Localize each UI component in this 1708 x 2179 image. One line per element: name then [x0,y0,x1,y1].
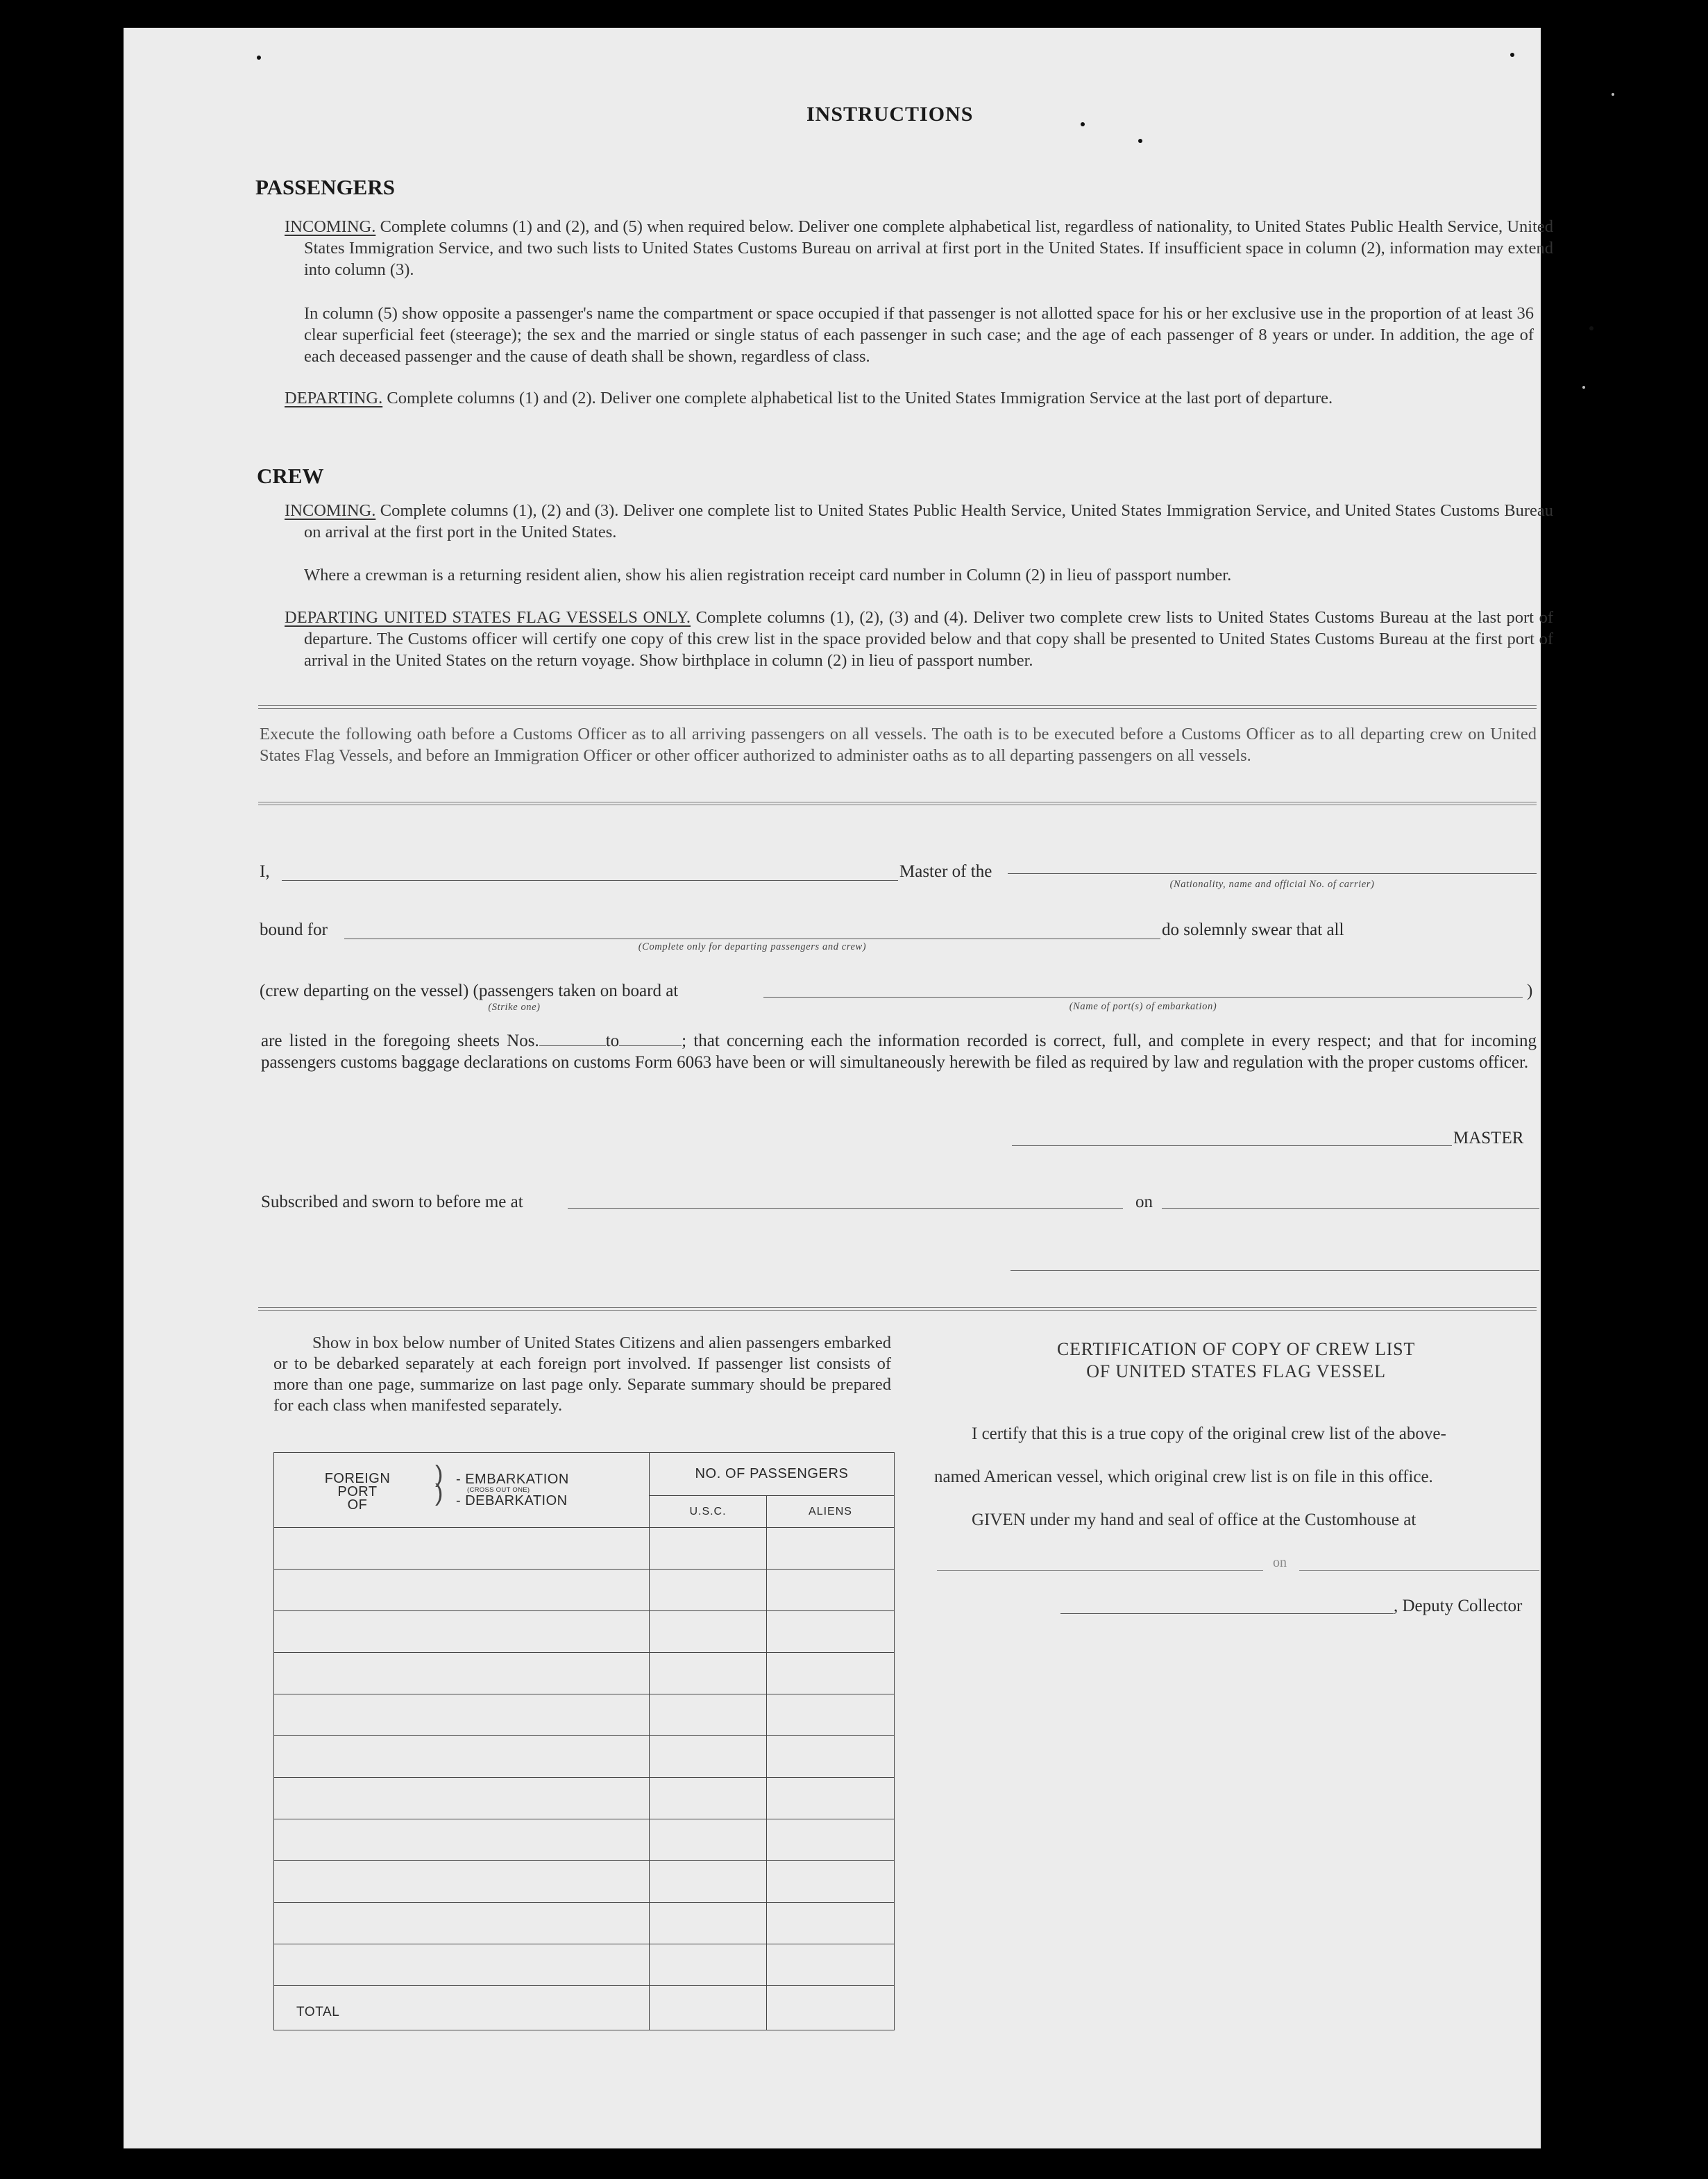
port-header-cell [274,1453,650,1528]
scan-speck [1589,326,1593,330]
aliens-cell[interactable] [767,1570,895,1611]
embarkation-label: - EMBARKATION [456,1472,569,1487]
usc-cell[interactable] [650,1861,767,1903]
crew-incoming-text: Complete columns (1), (2) and (3). Deliver one complete list to United States Public Health Service, United States Immigration Service, and United States Customs Bureau on arrival at the first port in the United States. [304,501,1553,541]
certification-title-line-2: OF UNITED STATES FLAG VESSEL [1086,1361,1386,1381]
total-aliens-cell[interactable] [767,1986,895,2030]
certification-title [937,1338,1535,1383]
passengers-departing-text: Complete columns (1) and (2). Deliver one complete alphabetical list to the United States Immigration Service at the last port of departure. [387,389,1333,407]
port-cell[interactable] [274,1653,650,1694]
carrier-field[interactable] [1008,873,1537,874]
table-row [274,1528,895,1570]
oath-bound-for: bound for [260,920,328,939]
summary-instructions: Show in box below number of United States Citizens and alien passengers embarked or to be debarked separately at each foreign port involved. If passenger list consists of more than one page, summarize on last page only. Separate summary should be prepared for each class when manifested separately. [273,1334,891,1415]
aliens-cell[interactable] [767,1778,895,1819]
port-cell[interactable] [274,1778,650,1819]
usc-cell[interactable] [650,1653,767,1694]
scan-speck [1612,93,1614,96]
divider-rule [258,1307,1537,1311]
deputy-collector-label: , Deputy Collector [1394,1597,1523,1615]
certify-line-1: I certify that this is a true copy of the original crew list of the above- [972,1424,1446,1443]
passengers-incoming-lead: INCOMING. [285,217,376,236]
port-caption: (Name of port(s) of embarkation) [1069,1001,1217,1012]
usc-cell[interactable] [650,1736,767,1778]
oath-swear: do solemnly swear that all [1162,920,1344,939]
port-cell[interactable] [274,1736,650,1778]
aliens-cell[interactable] [767,1944,895,1986]
oath-master-of-the: Master of the [899,862,992,881]
foreign-port-label [316,1472,399,1512]
usc-cell[interactable] [650,1819,767,1861]
crew-resident-paragraph: Where a crewman is a returning resident alien, show his alien registration receipt card number in Column (2) in lieu of passport number. [304,566,1232,584]
oath-listed-to: to [605,1032,620,1050]
brace-glyph: ) ) [435,1461,443,1506]
cross-out-label: (CROSS OUT ONE) [467,1486,530,1494]
aliens-cell[interactable] [767,1903,895,1944]
total-label: TOTAL [274,1986,650,2030]
crew-heading: CREW [257,464,324,488]
divider-rule [258,705,1537,709]
scan-speck [1081,122,1085,126]
crew-departing-lead: DEPARTING UNITED STATES FLAG VESSELS ONLY. [285,608,691,627]
usc-cell[interactable] [650,1944,767,1986]
debarkation-label: - DEBARKATION [456,1493,568,1508]
crew-departing-paragraph [285,607,1553,671]
cert-date-field[interactable] [1299,1570,1539,1571]
port-cell[interactable] [274,1611,650,1653]
port-cell[interactable] [274,1528,650,1570]
port-cell[interactable] [274,1944,650,1986]
no-of-passengers-header: NO. OF PASSENGERS [650,1453,895,1496]
aliens-cell[interactable] [767,1736,895,1778]
passengers-incoming-paragraph [285,216,1553,280]
crew-departing-text: Complete columns (1), (2), (3) and (4). Deliver two complete crew lists to United States Customs Bureau at the last port of departure. The Customs officer will certify one copy of this crew list in the space provided below and that copy shall be presented to United States Customs Bureau at the first port of arrival in the United States on the return voyage. Show birthplace in column (2) in lieu of passport number. [304,608,1553,670]
sworn-place-field[interactable] [568,1208,1123,1209]
deputy-signature-field[interactable] [1060,1613,1394,1614]
table-row [274,1611,895,1653]
carrier-caption: (Nationality, name and official No. of carrier) [1169,879,1375,890]
oath-close-paren: ) [1527,982,1533,1000]
master-name-field[interactable] [282,880,898,881]
usc-cell[interactable] [650,1528,767,1570]
aliens-cell[interactable] [767,1861,895,1903]
bound-for-caption: (Complete only for departing passengers and crew) [638,941,867,952]
sworn-on-label: on [1135,1193,1153,1211]
port-label: PORT [337,1484,378,1499]
scan-speck [1510,53,1514,57]
table-row [274,1861,895,1903]
table-row [274,1736,895,1778]
oath-instructions: Execute the following oath before a Customs Officer as to all arriving passengers on all vessels. The oath is to be executed before a Customs Officer as to all departing crew on United States Flag Vessels, and before an Immigration Officer or other officer authorized to administer oaths as to all departing passengers on all vessels. [260,725,1537,765]
of-label: OF [347,1497,368,1513]
given-line: GIVEN under my hand and seal of office at the Customhouse at [972,1511,1417,1529]
table-row [274,1570,895,1611]
embark-debark-labels [456,1472,569,1508]
aliens-cell[interactable] [767,1819,895,1861]
master-label: MASTER [1453,1129,1524,1147]
passenger-summary-table [273,1452,895,2030]
strike-one-caption: (Strike one) [488,1002,541,1013]
customhouse-field[interactable] [937,1570,1263,1571]
page-title: INSTRUCTIONS [806,103,974,126]
sheet-to-field[interactable] [619,1045,682,1046]
scan-speck [1582,386,1585,389]
master-signature-field[interactable] [1012,1145,1452,1146]
usc-cell[interactable] [650,1903,767,1944]
aliens-header: ALIENS [767,1496,895,1528]
port-cell[interactable] [274,1694,650,1736]
crew-incoming-paragraph [285,500,1553,543]
aliens-cell[interactable] [767,1653,895,1694]
aliens-cell[interactable] [767,1611,895,1653]
scan-speck [1138,139,1142,143]
oath-crew-departing: (crew departing on the vessel) (passengers taken on board at [260,982,679,1000]
subscribed-label: Subscribed and sworn to before me at [261,1193,523,1211]
aliens-cell[interactable] [767,1528,895,1570]
certification-title-line-1: CERTIFICATION OF COPY OF CREW LIST [1056,1339,1416,1359]
passengers-heading: PASSENGERS [255,175,395,199]
crew-incoming-lead: INCOMING. [285,501,376,520]
table-row [274,1944,895,1986]
scan-speck [257,56,261,60]
table-row [274,1778,895,1819]
passengers-departing-lead: DEPARTING. [285,389,383,407]
passengers-departing-paragraph [285,387,1553,409]
port-cell[interactable] [274,1903,650,1944]
table-row [274,1819,895,1861]
oath-listed-paragraph [261,1030,1537,1073]
sheet-from-field[interactable] [539,1045,606,1046]
oath-listed-1: are listed in the foregoing sheets Nos. [261,1032,539,1050]
usc-header: U.S.C. [650,1496,767,1528]
port-cell[interactable] [274,1819,650,1861]
usc-cell[interactable] [650,1694,767,1736]
embarkation-port-field[interactable] [763,997,1523,998]
port-cell[interactable] [274,1861,650,1903]
aliens-cell[interactable] [767,1694,895,1736]
port-cell[interactable] [274,1570,650,1611]
table-row [274,1903,895,1944]
officer-signature-field[interactable] [1011,1270,1539,1271]
sworn-date-field[interactable] [1162,1208,1539,1209]
total-usc-cell[interactable] [650,1986,767,2030]
usc-cell[interactable] [650,1570,767,1611]
table-row [274,1694,895,1736]
oath-i: I, [260,862,270,881]
passengers-column5-paragraph: In column (5) show opposite a passenger's name the compartment or space occupied if that passenger is not allotted space for his or her exclusive use in the proportion of at least 36 clear superficial feet (steerage); the sex and the married or single status of each passenger in such case; and the age of each passenger of 8 years or under. In addition, the age of each deceased passenger and the cause of death shall be shown, regardless of class. [304,304,1534,366]
certify-line-2: named American vessel, which original crew list is on file in this office. [934,1467,1433,1486]
usc-cell[interactable] [650,1778,767,1819]
usc-cell[interactable] [650,1611,767,1653]
oath-listed-2: ; that concerning each the information recorded is correct, full, and complete in every respect; and that for incoming passengers customs baggage declarations on customs Form 6063 have been or will simultaneously herewith be filed as required by law and regulation with the proper customs officer. [261,1032,1537,1072]
table-row [274,1653,895,1694]
divider-rule [258,802,1537,805]
foreign-label: FOREIGN [324,1471,391,1486]
passengers-incoming-text: Complete columns (1) and (2), and (5) when required below. Deliver one complete alphabetical list, regardless of nationality, to United States Public Health Service, United States Immigration Service, and two such lists to United States Customs Bureau on arrival at first port in the United States. If insufficient space in column (2), information may extend into column (3). [304,217,1553,279]
cert-on-label: on [1273,1555,1287,1570]
